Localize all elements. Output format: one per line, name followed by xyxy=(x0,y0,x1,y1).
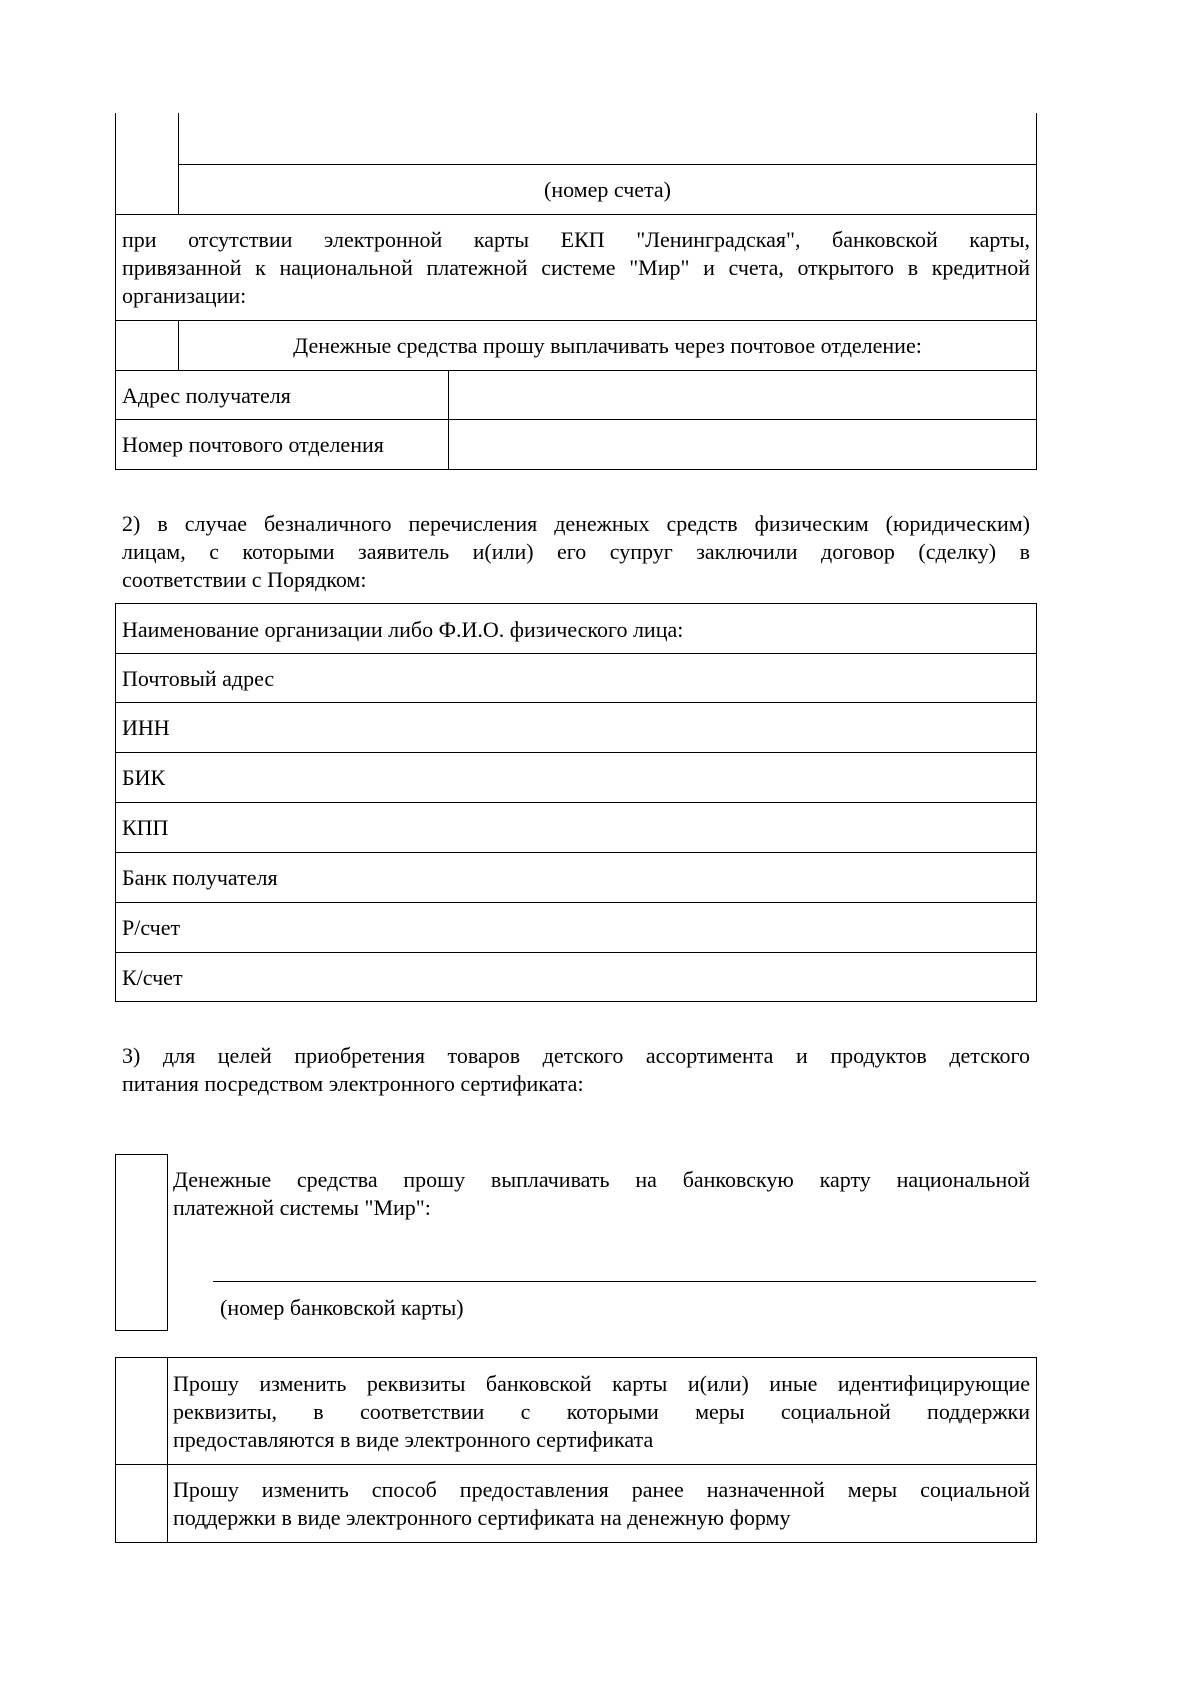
postal-address-label: Почтовый адрес xyxy=(122,666,275,691)
change-requisites-label: Прошу изменить реквизиты банковской карты и(или) иные идентифицирующие реквизиты, в соответствии с которыми меры социальной поддержки предоставляются в виде электронного сертификата xyxy=(173,1371,1030,1452)
card-number-underline[interactable] xyxy=(213,1281,1036,1282)
correspondent-account-label: К/счет xyxy=(122,965,183,990)
card-option-label: Денежные средства прошу выплачивать на банковскую карту национальной платежной системы "Мир": xyxy=(173,1167,1030,1220)
change-method-checkbox[interactable] xyxy=(116,1465,167,1542)
recipient-address-label: Адрес получателя xyxy=(122,383,291,408)
organization-name-row[interactable] xyxy=(116,604,1036,653)
organization-name-label: Наименование организации либо Ф.И.О. физического лица: xyxy=(122,617,684,642)
post-office-option-label: Денежные средства прошу выплачивать через почтовое отделение: xyxy=(293,333,922,358)
account-checkbox-cell[interactable] xyxy=(116,113,178,214)
inn-label: ИНН xyxy=(122,715,170,740)
inn-row[interactable] xyxy=(116,703,1036,752)
post-office-checkbox-cell[interactable] xyxy=(116,321,178,370)
card-option-checkbox[interactable] xyxy=(115,1154,168,1331)
section3-intro: 3) для целей приобретения товаров детского ассортимента и продуктов детского питания посредством электронного сертификата: xyxy=(122,1043,1030,1096)
section2-intro: 2) в случае безналичного перечисления денежных средств физическим (юридическим) лицам, с которыми заявитель и(или) его супруг заключили договор (сделку) в соответствии с Порядком: xyxy=(122,511,1030,592)
account-number-caption: (номер счета) xyxy=(544,177,671,202)
post-office-number-field[interactable] xyxy=(449,420,1036,469)
recipient-address-field[interactable] xyxy=(449,371,1036,419)
settlement-account-row[interactable] xyxy=(116,903,1036,952)
bik-row[interactable] xyxy=(116,753,1036,802)
recipient-bank-label: Банк получателя xyxy=(122,865,278,890)
bik-label: БИК xyxy=(122,765,166,790)
no-card-paragraph: при отсутствии электронной карты ЕКП "Ленинградская", банковской карты, привязанной к национальной платежной системе "Мир" и счета, открытого в кредитной организации: xyxy=(122,227,1030,308)
change-requisites-checkbox[interactable] xyxy=(116,1358,167,1464)
correspondent-account-row[interactable] xyxy=(116,953,1036,1001)
change-method-label: Прошу изменить способ предоставления ранее назначенной меры социальной поддержки в виде электронного сертификата на денежную форму xyxy=(173,1477,1030,1530)
postal-address-row[interactable] xyxy=(116,654,1036,702)
kpp-label: КПП xyxy=(122,815,169,840)
card-number-caption: (номер банковской карты) xyxy=(220,1295,464,1320)
settlement-account-label: Р/счет xyxy=(122,915,181,940)
account-number-field[interactable] xyxy=(179,113,1036,164)
post-office-number-label: Номер почтового отделения xyxy=(122,432,384,457)
recipient-bank-row[interactable] xyxy=(116,853,1036,902)
kpp-row[interactable] xyxy=(116,803,1036,852)
